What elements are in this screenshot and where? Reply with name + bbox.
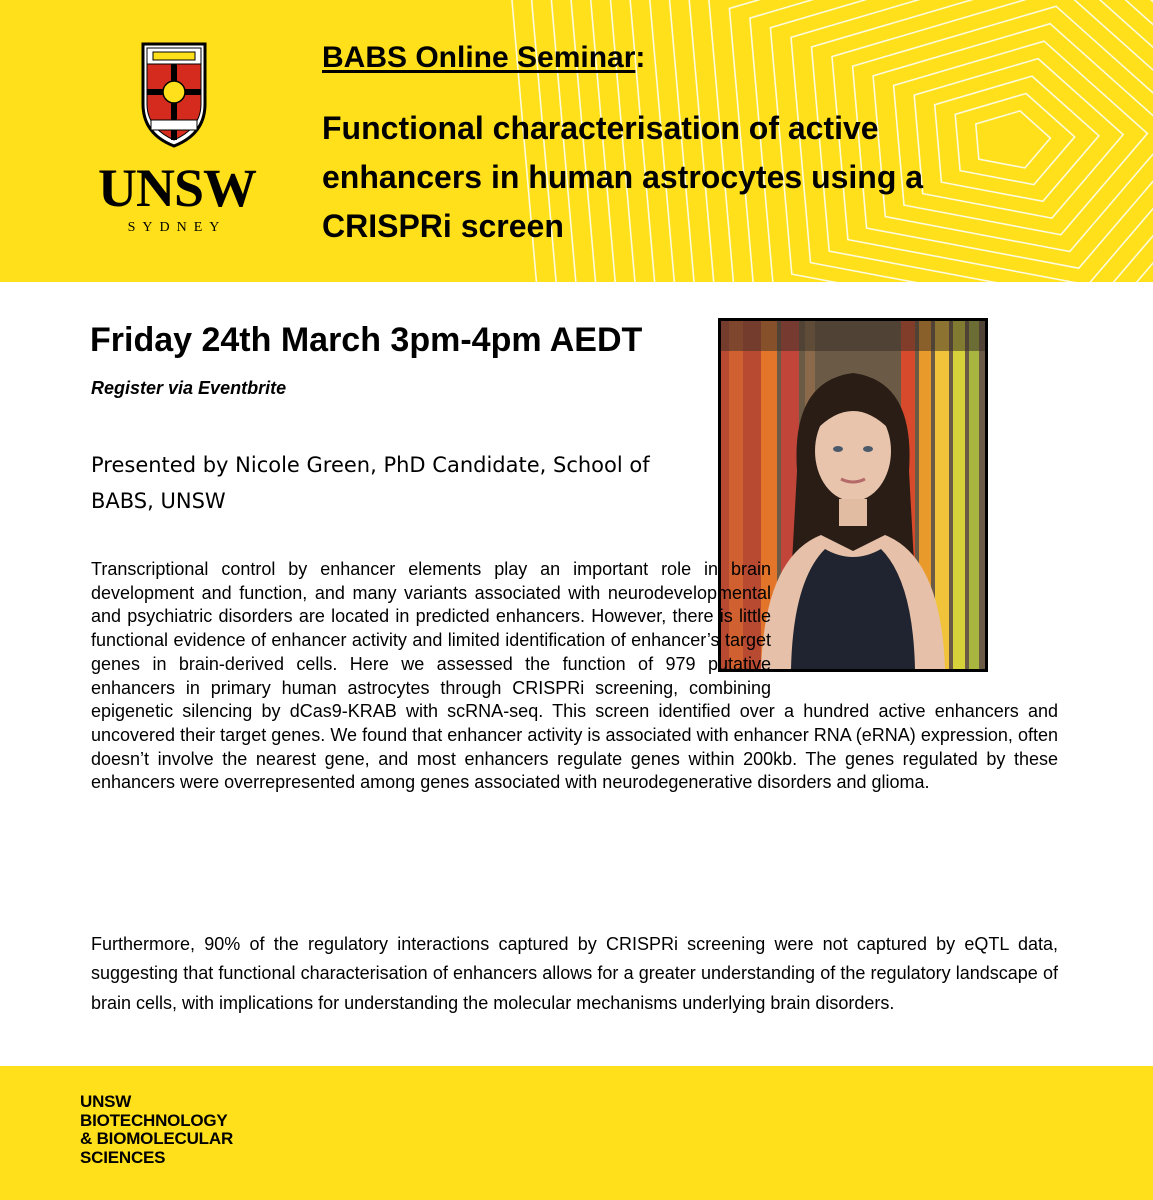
- abstract-paragraph-1-text: Transcriptional control by enhancer elements play an important role in brain development and function, and many variants associated with neurodevelopmental and psychiatric disorders are located in predicted enhancers. However, there is little functional evidence of enhancer activity and limited identification of enhancer’s target genes in brain-derived cells. Here we assessed the function of 979 putative enhancers in primary human astrocytes through CRISPRi screening, combining epigenetic silencing by dCas9-KRAB with scRNA-seq. This screen identified over a hundred active enhancers and uncovered their target genes. We found that enhancer activity is associated with enhancer RNA (eRNA) expression, often doesn’t involve the nearest gene, and most enhancers regulate genes within 200kb. The genes regulated by these enhancers were overrepresented among genes associated with neurodegenerative disorders and glioma.: [91, 559, 1058, 793]
- abstract-paragraph-2: Furthermore, 90% of the regulatory interactions captured by CRISPRi screening were not captured by eQTL data, suggesting that functional characterisation of enhancers allows for a greater understanding of the regulatory landscape of brain cells, with implications for understanding the molecular mechanisms underlying brain disorders.: [91, 934, 1058, 1013]
- school-name: UNSW BIOTECHNOLOGY & BIOMOLECULAR SCIENCES: [80, 1092, 234, 1167]
- presenter-info: Presented by Nicole Green, PhD Candidate, School of BABS, UNSW: [91, 453, 650, 513]
- unsw-crest-icon: [137, 42, 211, 150]
- register-link[interactable]: Register via Eventbrite: [91, 378, 287, 398]
- seminar-label: [322, 40, 645, 76]
- footer-banner: [0, 1066, 1153, 1200]
- sydney-wordmark: SYDNEY: [127, 220, 227, 235]
- event-date-time: Friday 24th March 3pm-4pm AEDT: [90, 321, 643, 359]
- seminar-label-text: BABS Online Seminar: [322, 41, 636, 74]
- abstract-paragraph-1: [91, 558, 1058, 795]
- header-banner: [0, 0, 1153, 282]
- photo-wrap-space: [793, 558, 1058, 686]
- seminar-label-colon: :: [635, 41, 646, 74]
- unsw-wordmark: UNSW: [97, 158, 257, 218]
- seminar-title: Functional characterisation of active enhancers in human astrocytes using a CRISPRi screen: [322, 110, 924, 244]
